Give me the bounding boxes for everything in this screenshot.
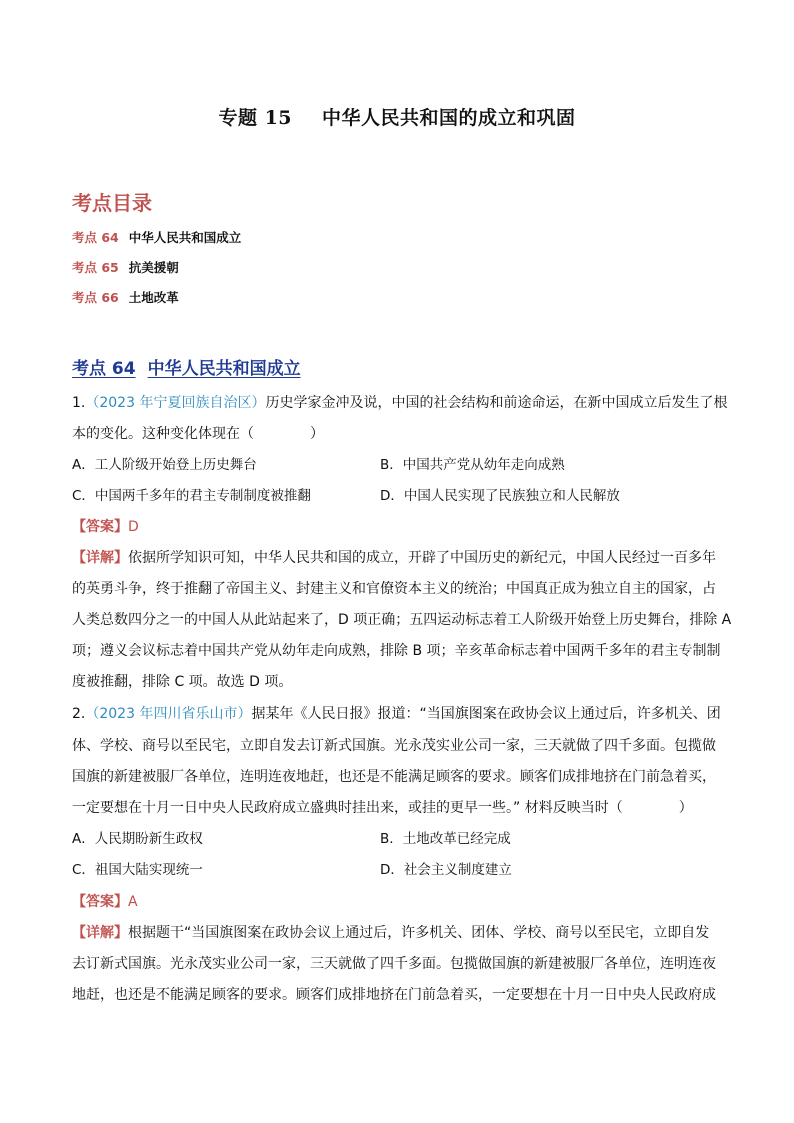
question-source: （2023 年宁夏回族自治区） xyxy=(85,395,266,411)
q1-option-a: A．工人阶级开始登上历史舞台 xyxy=(72,457,257,473)
answer-value: A xyxy=(128,894,138,910)
toc-item[interactable] xyxy=(72,288,179,306)
q1-detail-line: 度被推翻，排除 C 项。故选 D 项。 xyxy=(72,674,293,690)
q2-option-c: C．祖国大陆实现统一 xyxy=(72,862,203,878)
question-number: 1. xyxy=(72,395,86,411)
toc-item[interactable] xyxy=(72,258,179,276)
toc-item[interactable] xyxy=(72,228,241,246)
toc-item-tag: 考点 66 xyxy=(72,290,119,305)
q2-detail-line: 地赶，也还是不能满足顾客的要求。顾客们成排地挤在门前急着买，一定要想在十月一日中央人民政府成 xyxy=(72,987,716,1003)
toc-heading: 考点目录 xyxy=(72,191,152,215)
q2-option-b: B．土地改革已经完成 xyxy=(380,831,511,847)
section-text: 中华人民共和国成立 xyxy=(147,359,301,379)
toc-item-tag: 考点 65 xyxy=(72,260,119,275)
answer-value: D xyxy=(128,519,139,535)
question-1-stem-line-1 xyxy=(72,392,728,412)
q2-detail-line: 去订新式国旗。光永茂实业公司一家，三天就做了四千多面。包揽做国旗的新建被服厂各单位，连明连夜 xyxy=(72,956,716,972)
toc-item-tag: 考点 64 xyxy=(72,230,119,245)
question-number: 2. xyxy=(72,706,86,722)
q1-answer xyxy=(72,516,724,536)
detail-text: 依据所学知识可知，中华人民共和国的成立，开辟了中国历史的新纪元，中国人民经过一百多年 xyxy=(128,550,716,566)
q1-detail-line: 人类总数四分之一的中国人从此站起来了，D 项正确；五四运动标志着工人阶级开始登上历史舞台，排除 A xyxy=(72,612,732,628)
question-1-stem-line-2: 本的变化。这种变化体现在（ ） xyxy=(72,426,324,442)
q2-option-d: D．社会主义制度建立 xyxy=(380,862,512,878)
question-2-stem-line-3: 国旗的新建被服厂各单位，连明连夜地赶，也还是不能满足顾客的要求。顾客们成排地挤在门前急着买， xyxy=(72,769,716,785)
q2-detail-line xyxy=(72,922,724,942)
section-tag: 考点 64 xyxy=(72,359,136,379)
q2-option-a: A．人民期盼新生政权 xyxy=(72,831,203,847)
q1-detail-line: 的英勇斗争，终于推翻了帝国主义、封建主义和官僚资本主义的统治；中国真正成为独立自主的国家，占 xyxy=(72,581,716,597)
q1-detail-line xyxy=(72,547,724,567)
question-stem: 据某年《人民日报》报道：“当国旗图案在政协会议上通过后，许多机关、团 xyxy=(251,706,721,722)
question-stem: 历史学家金冲及说，中国的社会结构和前途命运，在新中国成立后发生了根 xyxy=(265,395,728,411)
q1-detail-line: 项；遵义会议标志着中国共产党从幼年走向成熟，排除 B 项；辛亥革命标志着中国两千多年的君主专制制 xyxy=(72,643,721,659)
toc-item-text: 土地改革 xyxy=(128,290,179,305)
toc-item-text: 抗美援朝 xyxy=(128,260,179,275)
q1-option-d: D．中国人民实现了民族独立和人民解放 xyxy=(380,488,620,504)
q1-option-c: C．中国两千多年的君主专制制度被推翻 xyxy=(72,488,311,504)
q2-answer xyxy=(72,891,724,911)
detail-label: 【详解】 xyxy=(72,550,128,566)
answer-label: 【答案】 xyxy=(72,894,128,910)
answer-label: 【答案】 xyxy=(72,519,128,535)
page-title xyxy=(0,103,794,130)
q1-option-b: B．中国共产党从幼年走向成熟 xyxy=(380,457,565,473)
title-text: 中华人民共和国的成立和巩固 xyxy=(322,107,576,129)
question-2-stem-line-4: 一定要想在十月一日中央人民政府成立盛典时挂出来，或挂的更早一些。” 材料反映当时（ ） xyxy=(72,800,693,816)
question-2-stem-line-2: 体、学校、商号以至民宅，立即自发去订新式国旗。光永茂实业公司一家，三天就做了四千多面。包揽做 xyxy=(72,738,716,754)
toc-item-text: 中华人民共和国成立 xyxy=(128,230,242,245)
title-number: 专题 15 xyxy=(218,107,293,129)
question-source: （2023 年四川省乐山市） xyxy=(85,706,252,722)
detail-label: 【详解】 xyxy=(72,925,128,941)
question-2-stem-line-1 xyxy=(72,703,724,723)
section-heading xyxy=(72,354,301,379)
detail-text: 根据题干“当国旗图案在政协会议上通过后，许多机关、团体、学校、商号以至民宅，立即自发 xyxy=(128,925,710,941)
